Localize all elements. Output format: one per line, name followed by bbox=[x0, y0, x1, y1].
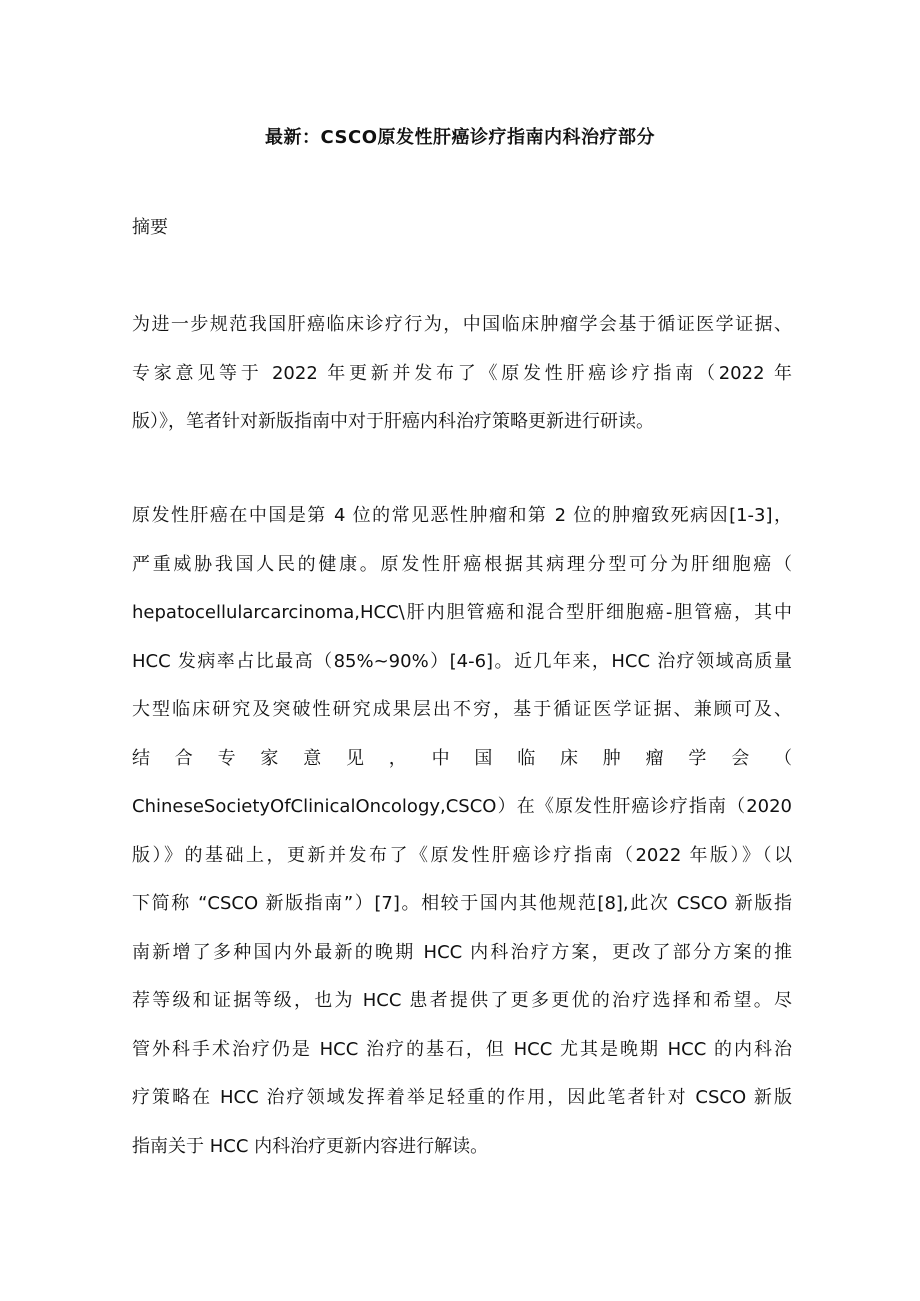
paragraph-line: 指南关于 HCC 内科治疗更新内容进行解读。 bbox=[132, 1135, 489, 1157]
abstract-heading: 摘要 bbox=[132, 217, 168, 238]
document-title: 最新：CSCO原发性肝癌诊疗指南内科治疗部分 bbox=[264, 127, 656, 148]
paragraph-line: 严重威胁我国人民的健康。原发性肝癌根据其病理分型可分为肝细胞癌（ bbox=[132, 553, 792, 575]
body-paragraph bbox=[132, 492, 792, 1171]
paragraph-line: 疗策略在 HCC 治疗领域发挥着举足轻重的作用，因此笔者针对 CSCO 新版 bbox=[132, 1087, 792, 1108]
paragraph-line: 版）》，笔者针对新版指南中对于肝癌内科治疗策略更新进行研读。 bbox=[132, 411, 654, 432]
paragraph-line: 为进一步规范我国肝癌临床诊疗行为，中国临床肿瘤学会基于循证医学证据、 bbox=[132, 314, 792, 335]
paragraph-line: hepatocellularcarcinoma,HCC\肝内胆管癌和混合型肝细胞癌-胆管癌，其中 bbox=[132, 602, 792, 623]
paragraph-line: 结 合 专 家 意 见 ， 中 国 临 床 肿 瘤 学 会 （ bbox=[132, 747, 792, 769]
paragraph-line: ChineseSocietyOfClinicalOncology,CSCO）在《原发性肝癌诊疗指南（2020 bbox=[132, 796, 792, 817]
paragraph-line: 专家意见等于 2022 年更新并发布了《原发性肝癌诊疗指南（2022 年 bbox=[132, 362, 792, 384]
paragraph-line: 下简称 “CSCO 新版指南”）[7]。相较于国内其他规范[8],此次 CSCO 新版指 bbox=[132, 893, 792, 914]
paragraph-line: HCC 发病率占比最高（85%~90%）[4-6]。近几年来，HCC 治疗领域高质量 bbox=[132, 650, 792, 672]
paragraph-line: 大型临床研究及突破性研究成果层出不穷，基于循证医学证据、兼顾可及、 bbox=[132, 699, 792, 720]
paragraph-line: 原发性肝癌在中国是第 4 位的常见恶性肿瘤和第 2 位的肿瘤致死病因[1-3]， bbox=[132, 505, 792, 526]
paragraph-line: 荐等级和证据等级，也为 HCC 患者提供了更多更优的治疗选择和希望。尽 bbox=[132, 990, 792, 1011]
paragraph-line: 南新增了多种国内外最新的晚期 HCC 内科治疗方案，更改了部分方案的推 bbox=[132, 941, 792, 963]
abstract-paragraph bbox=[132, 301, 792, 447]
paragraph-line: 版）》的基础上，更新并发布了《原发性肝癌诊疗指南（2022 年版）》（以 bbox=[132, 844, 792, 866]
paragraph-line: 管外科手术治疗仍是 HCC 治疗的基石，但 HCC 尤其是晚期 HCC 的内科治 bbox=[132, 1038, 792, 1060]
